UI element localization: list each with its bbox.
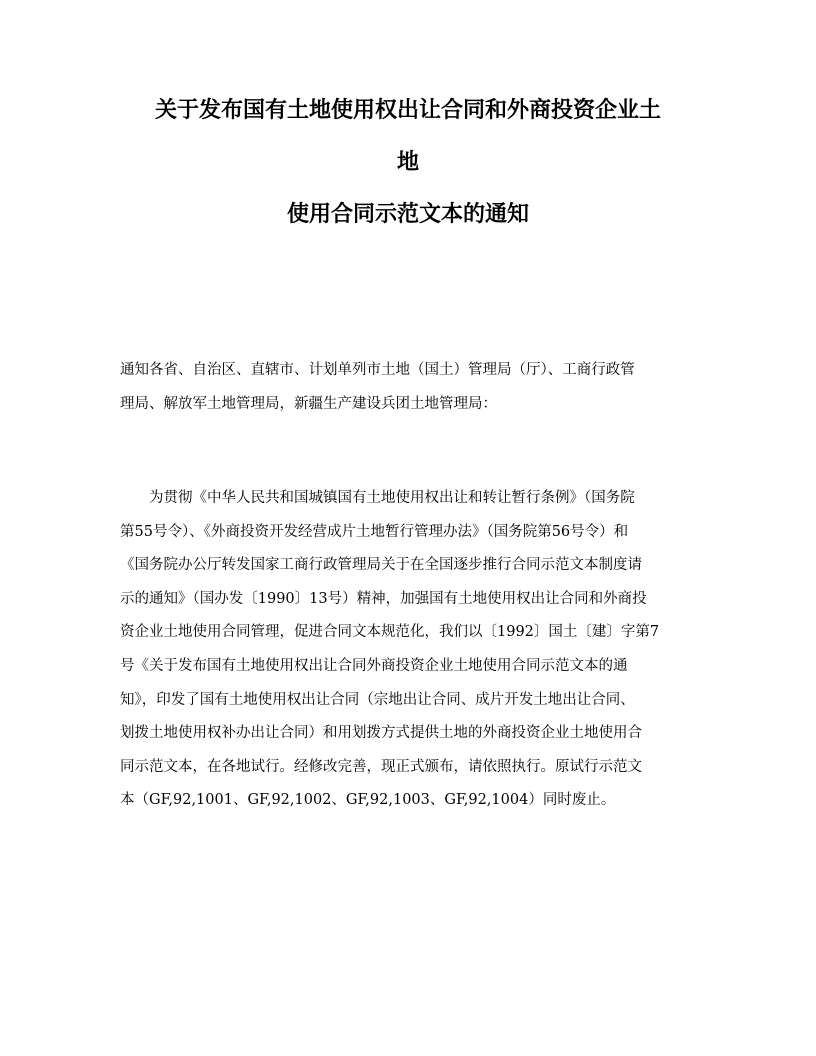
addressee-paragraph bbox=[120, 354, 698, 421]
body-line-4: 示的通知》（国办发〔1990〕13号）精神，加强国有土地使用权出让合同和外商投 bbox=[120, 590, 647, 607]
addressee-line-1: 通知各省、自治区、直辖市、计划单列市土地（国土）管理局（厅）、工商行政管 bbox=[120, 362, 635, 378]
body-line-7: 知》，印发了国有土地使用权出让合同（宗地出让合同、成片开发土地出让合同、 bbox=[120, 691, 635, 708]
body-line-5: 资企业土地使用合同管理，促进合同文本规范化，我们以〔1992〕国土〔建〕字第7 bbox=[120, 624, 660, 641]
body-line-6: 号《关于发布国有土地使用权出让合同外商投资企业土地使用合同示范文本的通 bbox=[120, 657, 628, 674]
document-title bbox=[120, 85, 696, 241]
addressee-line-2: 理局、解放军土地管理局，新疆生产建设兵团土地管理局： bbox=[120, 395, 497, 412]
title-line-3: 使用合同示范文本的通知 bbox=[286, 202, 529, 227]
body-line-9: 同示范文本，在各地试行。经修改完善，现正式颁布，请依照执行。原试行示范文 bbox=[120, 758, 642, 775]
body-line-3: 《国务院办公厅转发国家工商行政管理局关于在全国逐步推行合同示范文本制度请 bbox=[120, 557, 642, 574]
title-line-2: 地 bbox=[396, 150, 419, 175]
body-line-2: 第55号令）、《外商投资开发经营成片土地暂行管理办法》（国务院第56号令）和 bbox=[120, 523, 629, 540]
body-line-8: 划拨土地使用权补办出让合同）和用划拨方式提供土地的外商投资企业土地使用合 bbox=[120, 725, 642, 742]
body-line-1: 为贯彻《中华人民共和国城镇国有土地使用权出让和转让暂行条例》（国务院 bbox=[149, 490, 635, 506]
body-paragraph bbox=[120, 482, 698, 818]
title-line-1: 关于发布国有土地使用权出让合同和外商投资企业土 bbox=[154, 98, 661, 123]
body-line-10: 本（GF,92,1001、GF,92,1002、GF,92,1003、GF,92,1004）同时废止。 bbox=[120, 792, 616, 809]
